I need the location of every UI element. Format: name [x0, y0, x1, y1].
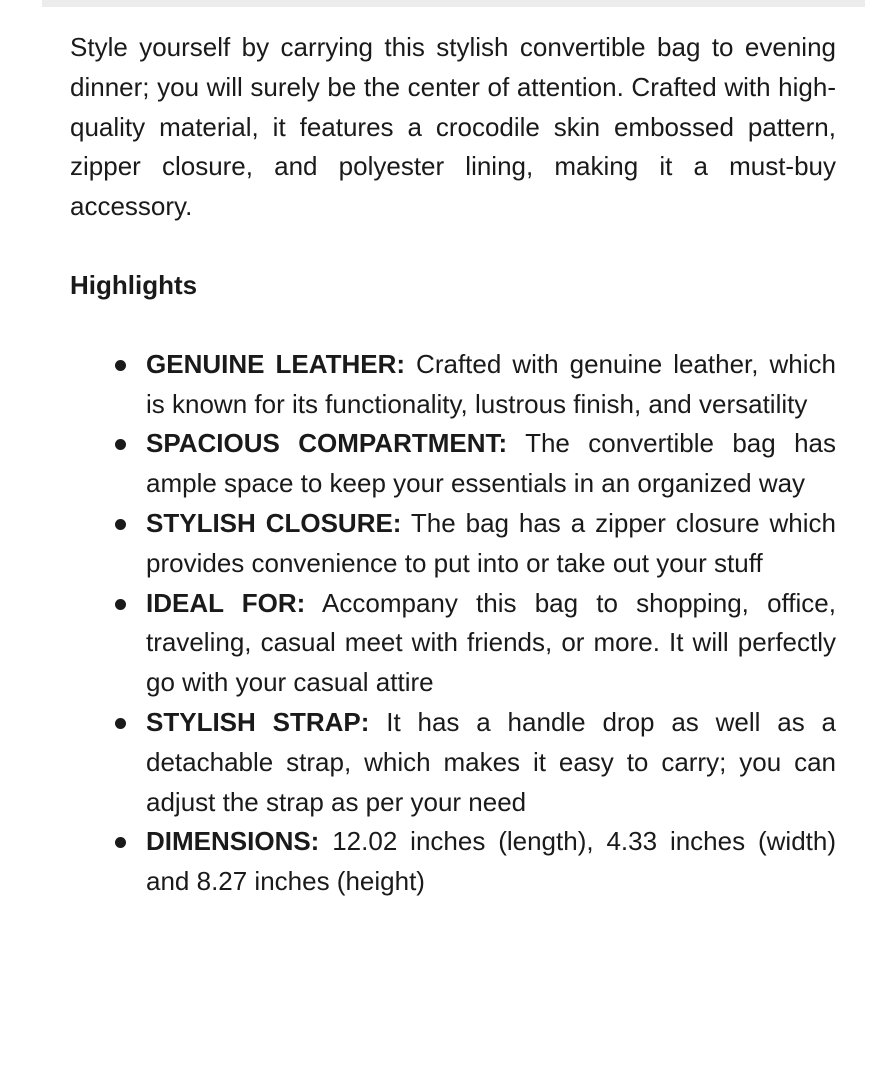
bullet-icon: [115, 360, 126, 371]
highlight-item-genuine-leather: [146, 345, 836, 425]
highlight-title: IDEAL FOR:: [146, 587, 306, 618]
highlight-item-stylish-strap: [146, 703, 836, 822]
highlight-item-spacious-compartment: [146, 424, 836, 504]
bullet-icon: [115, 519, 126, 530]
highlight-item-dimensions: [146, 822, 836, 902]
highlights-list: [70, 345, 836, 902]
highlight-text: The convertible bag has ample space to keep your essentials in an organized way: [146, 428, 836, 499]
highlight-item-stylish-closure: [146, 504, 836, 584]
bullet-icon: [115, 837, 126, 848]
highlight-title: STYLISH STRAP:: [146, 706, 370, 737]
highlights-heading: Highlights: [70, 269, 198, 300]
highlight-text: The bag has a zipper closure which provides convenience to put into or take out your stuff: [146, 507, 836, 578]
highlight-title: DIMENSIONS:: [146, 826, 320, 857]
highlight-title: GENUINE LEATHER:: [146, 348, 406, 379]
highlight-text: Accompany this bag to shopping, office, traveling, casual meet with friends, or more. It will perfectly go with your casual attire: [146, 587, 836, 698]
highlight-item-ideal-for: [146, 584, 836, 703]
highlight-title: STYLISH CLOSURE:: [146, 507, 402, 538]
highlight-text: 12.02 inches (length), 4.33 inches (width) and 8.27 inches (height): [146, 826, 836, 897]
bullet-icon: [115, 439, 126, 450]
product-description: [70, 28, 836, 902]
intro-paragraph: Style yourself by carrying this stylish convertible bag to evening dinner; you will surely be the center of attention. Crafted with high-quality material, it features a crocodile skin embossed pattern, zipper closure, and polyester lining, making it a must-buy accessory.: [70, 32, 836, 222]
bullet-icon: [115, 718, 126, 729]
highlight-title: SPACIOUS COMPARTMENT:: [146, 428, 508, 459]
highlight-text: It has a handle drop as well as a detachable strap, which makes it easy to carry; you can adjust the strap as per your need: [146, 706, 836, 817]
bullet-icon: [115, 599, 126, 610]
highlight-text: Crafted with genuine leather, which is known for its functionality, lustrous finish, and versatility: [146, 348, 836, 419]
top-divider-bar: [42, 0, 865, 7]
